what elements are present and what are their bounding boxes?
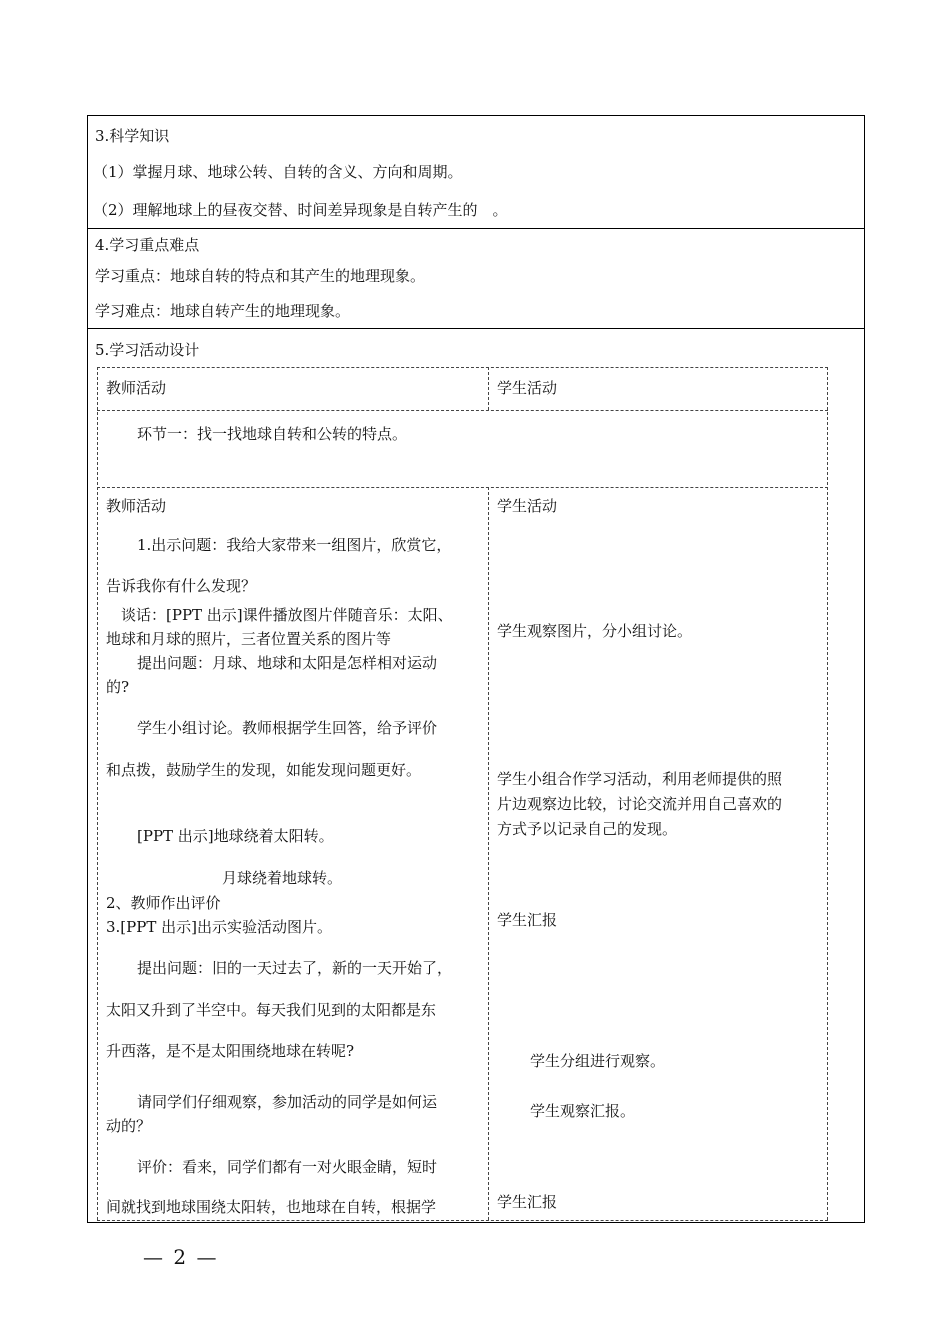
student-line: 学生观察图片，分小组讨论。 [497,622,693,640]
inner-table-top [97,367,828,368]
inner-link-divider [97,487,828,488]
header-teacher-activity: 教师活动 [106,379,167,397]
teacher-line: 请同学们仔细观察，参加活动的同学是如何运 [137,1093,438,1111]
page-number: — 2 — [143,1245,219,1269]
inner-col-divider [488,487,489,1220]
teacher-line: 升西落，是不是太阳围绕地球在转呢? [106,1042,355,1060]
teacher-line: 2、教师作出评价 [106,894,221,912]
section4-title: 4.学习重点难点 [95,236,200,254]
student-line: 学生汇报 [497,911,558,929]
teacher-line: [PPT 出示]地球绕着太阳转。 [137,827,334,845]
col-student-activity: 学生活动 [497,497,558,515]
inner-table-bottom [97,1220,828,1221]
table-bottom-border [87,1222,865,1223]
teacher-line: 太阳又升到了半空中。每天我们见到的太阳都是东 [106,1001,437,1019]
inner-col-divider-top [488,367,489,410]
teacher-line: 1.出示问题：我给大家带来一组图片，欣赏它， [137,536,452,554]
table-left-border [87,115,88,1223]
teacher-line: 告诉我你有什么发现？ [106,577,257,595]
inner-left-border [97,367,98,1220]
teacher-line: 的? [106,678,130,696]
teacher-line: 月球绕着地球转。 [222,869,343,887]
section-divider-4-5 [87,328,865,329]
student-line: 学生小组合作学习活动，利用老师提供的照 [497,770,783,788]
section3-item2: （2）理解地球上的昼夜交替、时间差异现象是自转产生的 。 [93,201,508,219]
section4-difficulty: 学习难点：地球自转产生的地理现象。 [95,302,351,320]
teacher-line: 学生小组讨论。教师根据学生回答，给予评价 [137,719,438,737]
link1-title: 环节一：找一找地球自转和公转的特点。 [137,425,408,443]
teacher-line: 3.[PPT 出示]出示实验活动图片。 [106,918,332,936]
section-divider-3-4 [87,228,865,229]
student-line: 学生分组进行观察。 [530,1052,666,1070]
inner-header-divider [97,410,828,411]
student-line: 学生观察汇报。 [530,1102,636,1120]
teacher-line: 谈话：[PPT 出示]课件播放图片伴随音乐：太阳、 [121,606,453,624]
student-line: 片边观察边比较，讨论交流并用自己喜欢的 [497,795,783,813]
table-right-border [864,115,865,1223]
section4-focus: 学习重点：地球自转的特点和其产生的地理现象。 [95,267,426,285]
teacher-line: 评价：看来，同学们都有一对火眼金睛，短时 [137,1158,438,1176]
teacher-line: 提出问题：旧的一天过去了，新的一天开始了， [137,959,453,977]
table-top-border [87,115,865,116]
teacher-line: 提出问题：月球、地球和太阳是怎样相对运动 [137,654,438,672]
teacher-line: 动的？ [106,1117,152,1135]
section3-title: 3.科学知识 [95,127,170,145]
teacher-line: 和点拨，鼓励学生的发现，如能发现问题更好。 [106,761,422,779]
teacher-line: 地球和月球的照片，三者位置关系的图片等 [106,630,392,648]
section3-item1: （1）掌握月球、地球公转、自转的含义、方向和周期。 [93,163,463,181]
col-teacher-activity: 教师活动 [106,497,167,515]
teacher-line: 间就找到地球围绕太阳转，也地球在自转，根据学 [106,1198,437,1216]
student-line: 方式予以记录自己的发现。 [497,820,678,838]
student-line: 学生汇报 [497,1193,558,1211]
inner-right-border [827,367,828,1220]
header-student-activity: 学生活动 [497,379,558,397]
section5-title: 5.学习活动设计 [95,341,200,359]
